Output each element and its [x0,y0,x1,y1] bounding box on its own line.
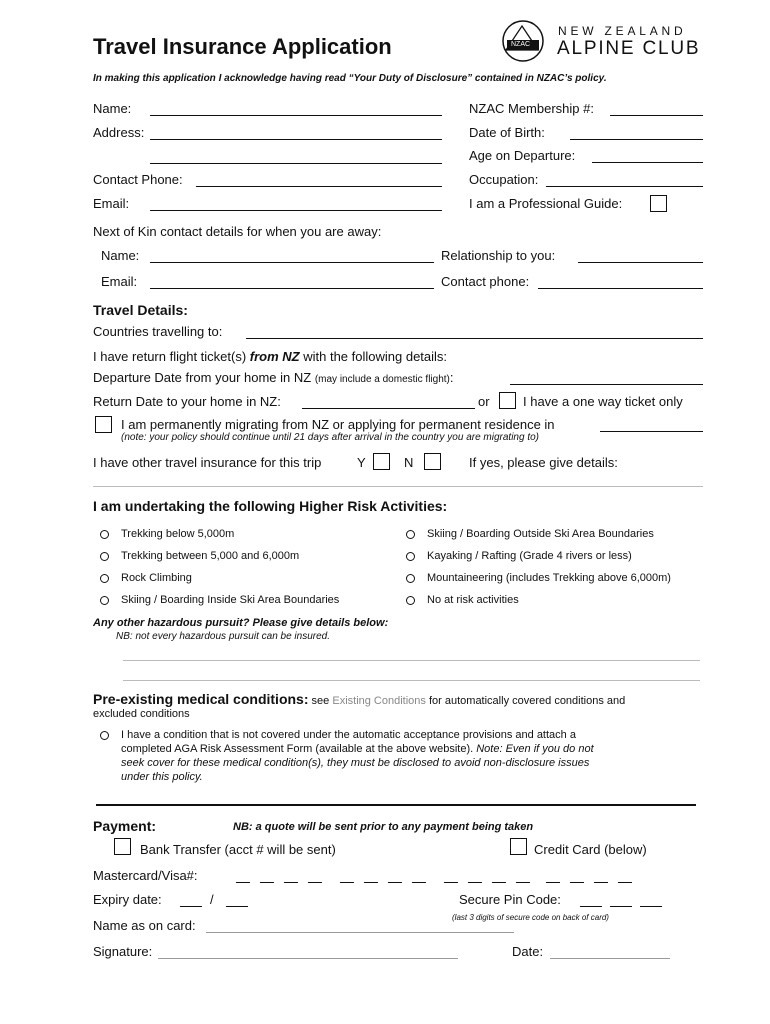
other-pursuit-field-2[interactable] [123,680,700,681]
address-label: Address: [93,125,145,140]
other-insurance-yes-checkbox[interactable] [373,453,390,470]
medical-after-link: for automatically covered conditions and [425,695,626,707]
pin-note: (last 3 digits of secure code on back of card) [452,913,609,922]
nok-phone-label: Contact phone: [441,274,530,289]
nzac-logo [500,18,700,64]
medical-option-line4: under this policy. [121,771,203,783]
activity-right-1: Skiing / Boarding Outside Ski Area Boundaries [427,528,654,540]
migrating-country-field[interactable] [600,431,703,432]
existing-conditions-link[interactable]: Existing Conditions [332,695,426,707]
other-pursuit-field-1[interactable] [123,660,700,661]
medical-see: see [308,695,333,707]
occupation-label: Occupation: [469,172,539,187]
activity-radio[interactable] [100,574,109,583]
or-label: or [478,394,490,409]
signature-field[interactable] [158,958,458,959]
nok-heading: Next of Kin contact details for when you are away: [93,224,382,239]
activities-heading: I am undertaking the following Higher Risk Activities: [93,498,448,514]
activity-left-2: Trekking between 5,000 and 6,000m [121,550,300,562]
nok-email-field[interactable] [150,288,434,289]
name-on-card-field[interactable] [206,932,514,933]
nok-email-label: Email: [101,274,138,289]
departure-colon: : [449,370,454,385]
logo-line2: ALPINE CLUB [557,38,701,59]
acknowledgement: In making this application I acknowledge having read “Your Duty of Disclosure” contained in NZAC’s policy. [93,73,607,84]
medical-heading: Pre-existing medical conditions: [93,691,309,707]
activity-right-2: Kayaking / Rafting (Grade 4 rivers or less) [427,550,632,562]
credit-card-checkbox[interactable] [510,838,527,855]
age-label: Age on Departure: [469,148,576,163]
activity-radio[interactable] [406,596,415,605]
medical-heading-line [93,691,625,707]
medical-option-line2 [121,743,594,755]
departure-line [93,370,454,385]
date-field[interactable] [550,958,670,959]
membership-label: NZAC Membership #: [469,101,594,116]
expiry-month-field[interactable] [180,906,202,907]
pin-field[interactable] [580,896,670,908]
contact-phone-field[interactable] [196,186,442,187]
migrating-label: I am permanently migrating from NZ or applying for permanent residence in [121,417,555,432]
medical-line2: excluded conditions [93,708,190,720]
countries-field[interactable] [246,338,703,339]
travel-heading: Travel Details: [93,302,188,318]
logo-mark-text: NZAC [511,41,531,48]
activity-radio[interactable] [406,574,415,583]
email-label: Email: [93,196,130,211]
dob-field[interactable] [570,139,703,140]
return-flight-suffix: with the following details: [299,349,448,364]
departure-label: Departure Date from your home in NZ [93,370,315,385]
other-pursuit-note: NB: not every hazardous pursuit can be insured. [116,631,331,642]
activity-radio[interactable] [406,552,415,561]
migrating-note: (note: your policy should continue until 21 days after arrival in the country you are migrating to) [121,432,539,443]
medical-option-line3: seek cover for these medical condition(s), they must be disclosed to avoid non-disclosure issues [121,757,590,769]
name-field[interactable] [150,115,442,116]
nok-relationship-label: Relationship to you: [441,248,556,263]
other-insurance-label: I have other travel insurance for this trip [93,455,322,470]
expiry-label: Expiry date: [93,892,162,907]
return-date-field[interactable] [302,408,475,409]
one-way-label: I have a one way ticket only [523,394,683,409]
activity-left-3: Rock Climbing [121,572,192,584]
medical-option-line2-text: completed AGA Risk Assessment Form (available at the above website). [121,743,477,755]
occupation-field[interactable] [546,186,703,187]
medical-condition-radio[interactable] [100,731,109,740]
yes-label: Y [357,455,366,470]
card-number-label: Mastercard/Visa#: [93,868,198,883]
nok-relationship-field[interactable] [578,262,703,263]
other-insurance-no-checkbox[interactable] [424,453,441,470]
guide-label: I am a Professional Guide: [469,196,623,211]
activity-left-4: Skiing / Boarding Inside Ski Area Boundaries [121,594,340,606]
nok-name-field[interactable] [150,262,434,263]
departure-note: (may include a domestic flight) [314,374,450,385]
section-divider [96,804,696,806]
return-date-label: Return Date to your home in NZ: [93,394,281,409]
activity-radio[interactable] [100,552,109,561]
contact-phone-label: Contact Phone: [93,172,183,187]
medical-option-line2-ital: Note: Even if you do not [476,743,594,755]
activity-left-1: Trekking below 5,000m [121,528,235,540]
bank-transfer-label: Bank Transfer (acct # will be sent) [140,842,336,857]
logo-line1: NEW ZEALAND [558,24,687,38]
activity-right-3: Mountaineering (includes Trekking above 6,000m) [427,572,671,584]
return-flight-bold: from NZ [249,349,300,364]
details-label: If yes, please give details: [469,455,618,470]
date-label: Date: [512,944,544,959]
payment-note: NB: a quote will be sent prior to any payment being taken [233,821,534,833]
dob-label: Date of Birth: [469,125,545,140]
migrating-checkbox[interactable] [95,416,112,433]
name-on-card-label: Name as on card: [93,918,196,933]
signature-label: Signature: [93,944,153,959]
activity-radio[interactable] [406,530,415,539]
nok-name-label: Name: [101,248,140,263]
activity-right-4: No at risk activities [427,594,519,606]
activity-radio[interactable] [100,596,109,605]
name-label: Name: [93,101,132,116]
other-insurance-details-field[interactable] [93,486,703,487]
activity-radio[interactable] [100,530,109,539]
membership-field[interactable] [610,115,703,116]
other-pursuit-heading: Any other hazardous pursuit? Please give details below: [93,617,389,629]
pin-label: Secure Pin Code: [459,892,561,907]
card-number-field[interactable] [236,872,636,884]
expiry-year-field[interactable] [226,906,248,907]
address-field-1[interactable] [150,139,442,140]
countries-label: Countries travelling to: [93,324,223,339]
guide-checkbox[interactable] [650,195,667,212]
credit-card-label: Credit Card (below) [534,842,647,857]
email-field[interactable] [150,210,442,211]
return-flight-line [93,349,447,364]
one-way-checkbox[interactable] [499,392,516,409]
bank-transfer-checkbox[interactable] [114,838,131,855]
nok-phone-field[interactable] [538,288,703,289]
departure-date-field[interactable] [510,384,703,385]
address-field-2[interactable] [150,163,442,164]
expiry-separator: / [210,892,214,907]
no-label: N [404,455,414,470]
page-title: Travel Insurance Application [93,34,392,59]
return-flight-prefix: I have return flight ticket(s) [93,349,250,364]
payment-heading: Payment: [93,818,157,834]
age-field[interactable] [592,162,703,163]
medical-option-line1: I have a condition that is not covered under the automatic acceptance provisions and attach a [121,729,576,741]
